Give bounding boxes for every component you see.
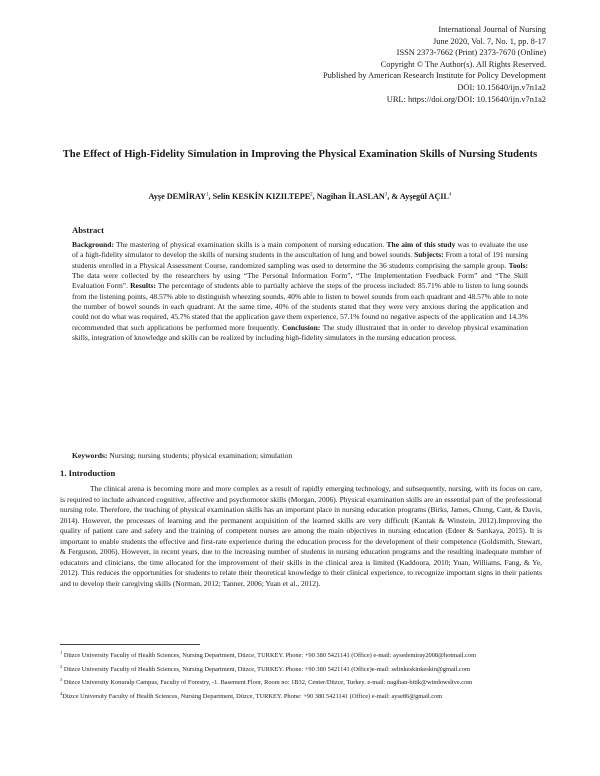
author-affiliation-mark: 1: [206, 192, 209, 198]
abstract-background-text: The mastering of physical examination skills is a main component of nursing education.: [113, 240, 387, 249]
author-affiliation-mark: 4: [449, 192, 452, 198]
author-name: Selin KESKİN KIZILTEPE: [212, 192, 311, 201]
doi-line: DOI: 10.15640/ijn.v7n1a2: [457, 82, 546, 92]
footnote-divider: [60, 644, 200, 645]
footnote-item: [60, 649, 542, 661]
journal-issn: ISSN 2373-7662 (Print) 2373-7670 (Online): [396, 48, 546, 58]
abstract-aim-label: The aim of this study: [386, 240, 456, 249]
keywords-line: [72, 451, 528, 460]
abstract-conclusion-label: Conclusion:: [281, 322, 321, 332]
keywords-label: Keywords:: [72, 451, 108, 460]
abstract-background-label: Background:: [72, 240, 114, 249]
author-name: Ayşegül AÇIL: [399, 192, 450, 201]
footnote-item: [60, 676, 542, 688]
abstract-conclusion-text: The study illustrated that in order to develop physical examination skills, integration of knowledge and skills can be realized by including high-fidelity simulators in the nursing education process.: [72, 322, 528, 343]
footnote-text: Düzce University Faculty of Health Sciences, Nursing Department, Düzce, TURKEY. Phone: +90 380 5421141 (Office) e-mail: ayse86@gmail.com: [62, 693, 443, 701]
author-affiliation-mark: 2: [310, 192, 313, 198]
abstract-subjects-label: Subjects:: [414, 250, 444, 260]
author-list: [60, 192, 540, 201]
footnote-text: Düzce University Faculty of Health Sciences, Nursing Department, Düzce, TURKEY. Phone: +90 380 5421141 (Office) e-mail: aysedemiray2008@hotmail.com: [62, 652, 477, 660]
footnote-item: [60, 663, 542, 675]
publisher-line: Published by American Research Institute for Policy Development: [322, 71, 546, 81]
author-separator: , &: [387, 192, 400, 201]
journal-name: International Journal of Nursing: [438, 25, 546, 34]
author-name: Ayşe DEMİRAY: [148, 192, 207, 201]
abstract-tools-text: The data were collected by the researchers by using “The Personal Information Form”, “The Implementation Feedback Form” and “The Skill Evaluation Form”.: [72, 271, 528, 291]
author-separator: ,: [208, 192, 213, 201]
introduction-paragraph: The clinical arena is becoming more and more complex as a result of rapidly emerging technology, and subsequently, nursing, with its focus on care, is required to include advanced cognitive, affective and psychomotor skills (Morgan, 2006). Physical examination skills are an essential part of the professional nursing role. Therefore, the teaching of physical examination skills has an important place in nursing education programs (Birks, James, Chung, Cant, & Davis, 2014). However, the processes of learning and the permanent acquisition of the learned skills are very difficult (Kantak & Winstein, 2012).Improving the quality of patient care and safety and the training of competent nurses are among the main objectives in nursing education (Edeer & Sarıkaya, 2015). It is important to enable students the effective and first-rate experience during the education process for the development of their competence (Goldsmith, Stewart, & Ferguson, 2006). However, in recent years, due to the increasing number of students in nursing education programs and the resulting inadequate number of educators and clinicians, the time allocated for the improvement of their skills in the clinical area is limited (Kaddoura, 2010; Yuan, Williams, Fang, & Ye, 2012). This reduces the opportunities for students to relate their theoretical knowledge to their clinical experience, to recognize important signs in their patients and to develop their caregiving skills (Norman, 2012; Tanner, 2006; Yuan et al., 2012).: [60, 484, 542, 588]
author-affiliation-mark: 3: [384, 192, 388, 198]
abstract-aim-text: was to evaluate the use of a high-fidelity simulator to develop the skills of nursing students in the auscultation of lung and bowel sounds.: [72, 240, 529, 260]
footnotes: [60, 649, 542, 704]
journal-issue: June 2020, Vol. 7, No. 1, pp. 8-17: [433, 36, 546, 46]
footnote-mark: 4: [60, 691, 63, 697]
url-line: URL: https://doi.org/DOI: 10.15640/ijn.v7n1a2: [386, 94, 546, 104]
keywords-text: Nursing; nursing students; physical examination; simulation: [107, 451, 293, 460]
paper-title: The Effect of High-Fidelity Simulation in Improving the Physical Examination Skills of Nursing Students: [62, 149, 538, 160]
footnote-text: Düzce University Faculty of Health Sciences, Nursing Department, Düzce, TURKEY. Phone: +90 380 5421141 (Office)e-mail: selinkeskinkeskin@gmail.com: [62, 665, 470, 673]
abstract-tools-label: Tools:: [508, 260, 528, 270]
abstract-results-label: Results:: [130, 281, 156, 291]
author-name: Nagihan İLASLAN: [316, 192, 385, 201]
footnote-mark: 2: [60, 663, 63, 669]
introduction-heading: 1. Introduction: [60, 468, 116, 478]
footnote-mark: 1: [60, 650, 63, 655]
journal-header: [323, 24, 546, 105]
footnote-item: [60, 690, 542, 702]
abstract-heading: Abstract: [72, 225, 104, 235]
copyright-line: Copyright © The Author(s). All Rights Reserved.: [380, 59, 546, 69]
footnote-text: Düzce University Konuralp Campus, Faculty of Forestry, -1. Basement Floor, Room no: 1B32, Center/Düzce, Turkey. e-mail: nagihan-bitik@windowslive.com: [62, 679, 473, 687]
abstract-subjects-text: From a total of 191 nursing students enrolled in a Physical Assessment Course, randomized sampling was used to determine the 36 students comprising the sample group.: [72, 250, 528, 270]
abstract-results-text: The percentage of students able to partially achieve the steps of the process included: 85.71% able to listen to lung sounds from the listening points, 48.57% able to distinguish wheezing sounds, 40% able to listen to bowel sounds from each quadrant and 48.57% able to note the number of bowel sounds in each quadrant. At the same time, 40% of the students stated that they were very anxious during the application and could not do what was required, 45.7% stated that the application gave them experience, 57.1% found no negative aspects of the application and 14.3% recommended that such applications be performed more frequently.: [72, 281, 528, 332]
abstract-body: [72, 240, 528, 343]
footnote-mark: 3: [60, 677, 63, 683]
author-separator: ,: [312, 192, 317, 201]
